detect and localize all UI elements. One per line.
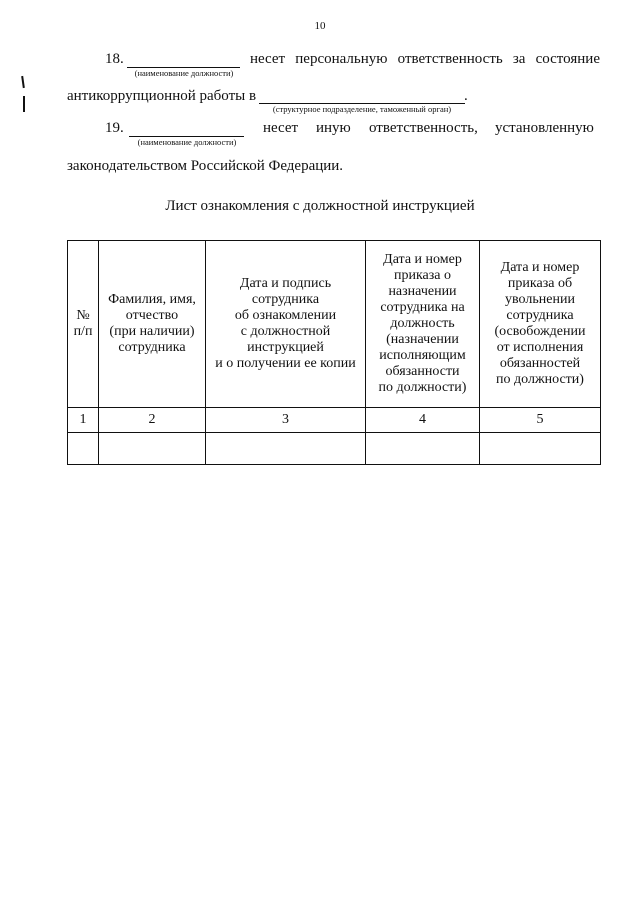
clause-19-word: несет [263,120,299,136]
clause-19-line2: законодательством Российской Федерации. [67,158,344,174]
empty-cell[interactable] [480,433,601,465]
page-number: 10 [314,20,326,32]
clause-18-unit-caption: (структурное подразделение, таможенный орган) [272,104,452,114]
header-full-name: Фамилия, имя, отчество (при наличии) сотрудника [99,241,206,408]
clause-18-text: несет персональную ответственность за состояние [250,51,600,67]
clause-18-number: 18. [105,51,124,67]
column-number: 4 [366,408,480,433]
table-header-row [68,241,601,408]
clause-18-line2: антикоррупционной работы в [67,88,257,104]
clause-19-word: установленную [495,120,594,136]
empty-cell[interactable] [366,433,480,465]
clause-18-period: . [464,88,468,104]
clause-19-number: 19. [105,120,124,136]
empty-cell[interactable] [68,433,99,465]
clause-19-word: ответственность, [369,120,478,136]
column-number: 2 [99,408,206,433]
header-row-number: № п/п [68,241,99,408]
acquaintance-table [67,240,601,465]
margin-mark [21,76,25,88]
header-dismissal-order: Дата и номер приказа об увольнении сотрудника (освобождении от исполнения обязанностей по должности) [480,241,601,408]
header-signature-date: Дата и подпись сотрудника об ознакомлении с должностной инструкцией и о получении ее копии [206,241,366,408]
column-number: 5 [480,408,601,433]
column-number-row [68,408,601,433]
clause-19-position-caption: (наименование должности) [137,137,237,147]
header-appointment-order: Дата и номер приказа о назначении сотрудника на должность (назначении исполняющим обязанности по должности) [366,241,480,408]
empty-table-row [68,433,601,465]
sheet-title: Лист ознакомления с должностной инструкцией [165,198,475,214]
column-number: 3 [206,408,366,433]
column-number: 1 [68,408,99,433]
empty-cell[interactable] [206,433,366,465]
margin-mark [23,96,25,112]
clause-18-position-caption: (наименование должности) [134,68,234,78]
clause-19-word: иную [316,120,351,136]
empty-cell[interactable] [99,433,206,465]
